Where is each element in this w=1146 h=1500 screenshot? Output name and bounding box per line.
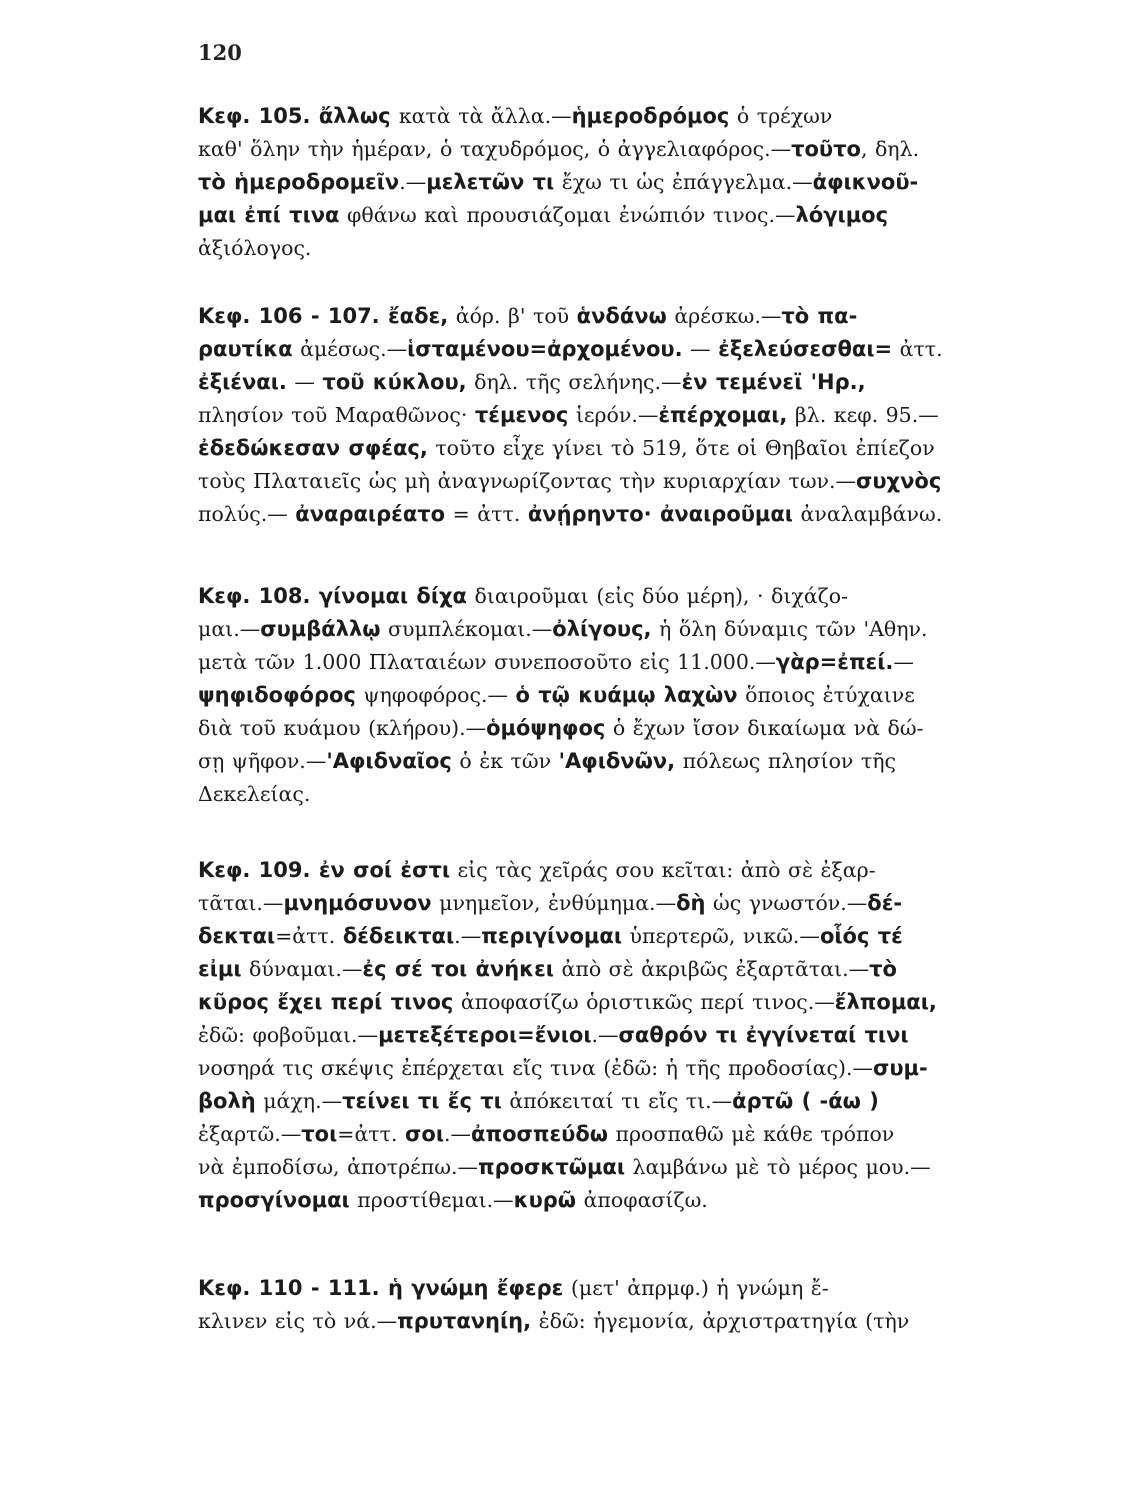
text-line <box>198 498 1036 531</box>
page-number: 120 <box>198 40 242 65</box>
lemma-term: ἐν σοί ἐστι <box>318 858 451 882</box>
gloss-text: εἰς τὰς χεῖράς σου κεῖται: ἀπὸ σὲ ἐξαρ- <box>450 858 876 882</box>
text-line <box>198 679 1036 712</box>
lemma-term: μαι ἐπί τινα <box>198 203 340 227</box>
gloss-text: δηλ. τῆς σελήνης.— <box>466 370 682 394</box>
lemma-term: μελετῶν τι <box>426 170 555 194</box>
gloss-text: ἀόρ. β' τοῦ <box>448 304 577 328</box>
gloss-text: ὑπερτερῶ, νικῶ.— <box>622 924 820 948</box>
text-line <box>198 1019 1036 1052</box>
text-line <box>198 100 1036 133</box>
lemma-term: προσγίνομαι <box>198 1188 350 1212</box>
lemma-term: τοῦ κύκλου, <box>322 370 467 394</box>
lemma-term: δέδεικται <box>342 924 455 948</box>
lemma-term: δὴ <box>676 891 706 915</box>
gloss-text: ὁ τρέχων <box>729 104 833 128</box>
text-line <box>198 1151 1036 1184</box>
lemma-term: 'Αφιδνῶν, <box>558 749 676 773</box>
text-line <box>198 854 1036 887</box>
lemma-term: Κεφ. 106 - 107. <box>198 304 388 328</box>
text-line <box>198 1184 1036 1217</box>
gloss-text: ἡ ὅλη δύναμις τῶν 'Αθην. <box>651 617 928 641</box>
text-line <box>198 300 1036 333</box>
lemma-term: ἄλλως <box>318 104 399 128</box>
gloss-text: (μετ' ἀπρμφ.) ἡ γνώμη ἔ- <box>563 1276 829 1300</box>
gloss-text: ἀμέσως.— <box>292 337 408 361</box>
gloss-text: ἀξιόλογος. <box>198 236 312 260</box>
gloss-text: συμπλέκομαι.— <box>380 617 553 641</box>
chapter-106-107-notes <box>198 300 1036 531</box>
gloss-text: .— <box>591 1023 619 1047</box>
gloss-text: ὡς γνωστόν.— <box>705 891 868 915</box>
text-line <box>198 953 1036 986</box>
text-line <box>198 399 1036 432</box>
gloss-text: ψηφοφόρος.— <box>355 683 516 707</box>
gloss-text: μάχη.— <box>255 1089 343 1113</box>
gloss-text: κατὰ τὰ ἄλλα.— <box>398 104 572 128</box>
lemma-term: ἔαδε, <box>387 304 449 328</box>
text-line <box>198 166 1036 199</box>
lemma-term: 'Αφιδναῖος <box>326 749 452 773</box>
gloss-text: ἐδῶ: φοβοῦμαι.— <box>198 1023 379 1047</box>
text-line <box>198 920 1036 953</box>
lemma-term: κῦρος ἔχει περί τινος <box>198 990 454 1014</box>
text-line <box>198 712 1036 745</box>
lemma-term: σοι <box>405 1122 444 1146</box>
text-line <box>198 986 1036 1019</box>
lemma-term: εἰμι <box>198 957 242 981</box>
lemma-term: ἀνῄρηντο· ἀναιροῦμαι <box>527 502 793 526</box>
lemma-term: σαθρόν τι ἐγγίνεταί τινι <box>618 1023 909 1047</box>
gloss-text: δύναμαι.— <box>241 957 363 981</box>
lemma-term: ὁ τῷ κυάμῳ λαχὼν <box>515 683 738 707</box>
gloss-text: — <box>286 370 323 394</box>
chapter-105-notes <box>198 100 1036 265</box>
text-line <box>198 1272 1036 1305</box>
text-line <box>198 133 1036 166</box>
text-line <box>198 333 1036 366</box>
lemma-term: τέμενος <box>474 403 569 427</box>
text-line <box>198 199 1036 232</box>
lemma-term: λόγιμος <box>795 203 889 227</box>
lemma-term: ὁμόψηφος <box>486 716 606 740</box>
lemma-term: γίνομαι δίχα <box>318 584 467 608</box>
lemma-term: βολὴ <box>198 1089 256 1113</box>
lemma-term: περιγίνομαι <box>481 924 622 948</box>
lemma-term: δέ- <box>867 891 903 915</box>
lemma-term: ραυτίκα <box>198 337 293 361</box>
text-line <box>198 1085 1036 1118</box>
gloss-text: κλινεν εἰς τὸ νά.— <box>198 1309 398 1333</box>
lemma-term: ἐξελεύσεσθαι= <box>718 337 893 361</box>
lemma-term: ἀναραιρέατο <box>295 502 446 526</box>
lemma-term: τοι <box>301 1122 338 1146</box>
gloss-text: =ἀττ. <box>337 1122 406 1146</box>
gloss-text: ἐξαρτῶ.— <box>198 1122 302 1146</box>
gloss-text: πόλεως πλησίον τῆς <box>675 749 897 773</box>
lemma-term: ἐξιέναι. <box>198 370 287 394</box>
lemma-term: Κεφ. 108. <box>198 584 319 608</box>
gloss-text: ἀναλαμβάνω. <box>793 502 943 526</box>
gloss-text: τοὺς Πλαταιεῖς ὡς μὴ ἀναγνωρίζοντας τὴν κυριαρχίαν των.— <box>198 469 857 493</box>
lemma-term: ἁνδάνω <box>576 304 667 328</box>
gloss-text: προστίθεμαι.— <box>349 1188 514 1212</box>
lemma-term: ἔλπομαι, <box>834 990 937 1014</box>
lemma-term: τοῦτο <box>791 137 861 161</box>
gloss-text: =ἀττ. <box>275 924 343 948</box>
gloss-text: ὅποιος ἐτύχαινε <box>737 683 915 707</box>
lemma-term: ἐς σέ τοι ἀνήκει <box>362 957 554 981</box>
gloss-text: — <box>682 337 719 361</box>
lemma-term: δεκται <box>198 924 276 948</box>
chapter-108-notes <box>198 580 1036 811</box>
lemma-term: τείνει τι ἔς τι <box>342 1089 502 1113</box>
gloss-text: ἀττ. <box>892 337 943 361</box>
gloss-text: .— <box>444 1122 472 1146</box>
lemma-term: μνημόσυνον <box>283 891 432 915</box>
text-line <box>198 432 1036 465</box>
lemma-term: συμ- <box>873 1056 928 1080</box>
lemma-term: οἷός τέ <box>819 924 903 948</box>
chapter-110-111-notes <box>198 1272 1036 1338</box>
gloss-text: ὁ ἔχων ἴσον δικαίωμα νὰ δώ- <box>605 716 924 740</box>
gloss-text: , δηλ. <box>860 137 920 161</box>
gloss-text: μνημεῖον, ἐνθύμημα.— <box>431 891 677 915</box>
lemma-term: ἀφικνοῦ- <box>812 170 919 194</box>
lemma-term: συχνὸς <box>856 469 942 493</box>
gloss-text: μαι.— <box>198 617 261 641</box>
gloss-text: βλ. κεφ. 95.— <box>787 403 939 427</box>
lemma-term: μετεξέτεροι=ἔνιοι <box>378 1023 592 1047</box>
gloss-text: τᾶται.— <box>198 891 284 915</box>
text-line <box>198 1305 1036 1338</box>
lemma-term: ὀλίγους, <box>552 617 652 641</box>
gloss-text: — <box>893 650 914 674</box>
lemma-term: ἱσταμένου=ἀρχομένου. <box>407 337 683 361</box>
gloss-text: ἀρέσκω.— <box>666 304 782 328</box>
gloss-text: προσπαθῶ μὲ κάθε τρόπον <box>608 1122 895 1146</box>
lemma-term: προσκτῶμαι <box>477 1155 626 1179</box>
gloss-text: νὰ ἐμποδίσω, ἀποτρέπω.— <box>198 1155 478 1179</box>
gloss-text: πλησίον τοῦ Μαραθῶνος· <box>198 403 475 427</box>
gloss-text: νοσηρά τις σκέψις ἐπέρχεται εἴς τινα (ἐδῶ: ἡ τῆς προδοσίας).— <box>198 1056 874 1080</box>
text-line <box>198 613 1036 646</box>
gloss-text: ἐδῶ: ἡγεμονία, ἀρχιστρατηγία (τὴν <box>531 1309 910 1333</box>
lemma-term: πρυτανηίη, <box>397 1309 532 1333</box>
gloss-text: ὁ ἐκ τῶν <box>451 749 559 773</box>
gloss-text: ἀπόκειταί τι εἴς τι.— <box>501 1089 733 1113</box>
lemma-term: τὸ πα- <box>781 304 858 328</box>
lemma-term: τὸ ἡμεροδρομεῖν <box>198 170 400 194</box>
gloss-text: ἀποφασίζω ὁριστικῶς περί τινος.— <box>453 990 835 1014</box>
gloss-text: διαιροῦμαι (εἰς δύο μέρη), · διχάζο- <box>467 584 849 608</box>
gloss-text: .— <box>399 170 427 194</box>
gloss-text: Δεκελείας. <box>198 782 311 806</box>
lemma-term: γὰρ=ἐπεί. <box>775 650 894 674</box>
lemma-term: ἐν τεμένεϊ 'Ηρ., <box>681 370 866 394</box>
gloss-text: ἱερόν.— <box>568 403 659 427</box>
lemma-term: ἡμεροδρόμος <box>571 104 730 128</box>
gloss-text: σῃ ψῆφον.— <box>198 749 327 773</box>
lemma-term: ψηφιδοφόρος <box>198 683 356 707</box>
gloss-text: .— <box>454 924 482 948</box>
text-line <box>198 465 1036 498</box>
lemma-term: ἀρτῶ ( -άω ) <box>732 1089 879 1113</box>
lemma-term: Κεφ. 109. <box>198 858 319 882</box>
text-line <box>198 580 1036 613</box>
lemma-term: κυρῶ <box>513 1188 577 1212</box>
chapter-109-notes <box>198 854 1036 1217</box>
lemma-term: Κεφ. 110 - 111. <box>198 1276 388 1300</box>
gloss-text: = ἀττ. <box>445 502 528 526</box>
text-line <box>198 778 1036 811</box>
lemma-term: συμβάλλῳ <box>260 617 381 641</box>
lemma-term: τὸ <box>869 957 897 981</box>
text-line <box>198 1118 1036 1151</box>
gloss-text: πολύς.— <box>198 502 296 526</box>
gloss-text: τοῦτο εἶχε γίνει τὸ 519, ὅτε οἱ Θηβαῖοι ἐπίεζον <box>427 436 935 460</box>
gloss-text: καθ' ὅλην τὴν ἡμέραν, ὁ ταχυδρόμος, ὁ ἀγγελιαφόρος.— <box>198 137 792 161</box>
lemma-term: ἐδεδώκεσαν σφέας, <box>198 436 428 460</box>
lemma-term: ἡ γνώμη ἔφερε <box>387 1276 564 1300</box>
text-line <box>198 887 1036 920</box>
text-line <box>198 232 1036 265</box>
text-line <box>198 366 1036 399</box>
text-line <box>198 646 1036 679</box>
lemma-term: ἐπέρχομαι, <box>658 403 788 427</box>
gloss-text: ἔχω τι ὡς ἐπάγγελμα.— <box>554 170 813 194</box>
gloss-text: ἀπὸ σὲ ἀκριβῶς ἐξαρτᾶται.— <box>553 957 870 981</box>
gloss-text: λαμβάνω μὲ τὸ μέρος μου.— <box>625 1155 931 1179</box>
gloss-text: ἀποφασίζω. <box>576 1188 708 1212</box>
gloss-text: διὰ τοῦ κυάμου (κλήρου).— <box>198 716 487 740</box>
text-line <box>198 1052 1036 1085</box>
gloss-text: μετὰ τῶν 1.000 Πλαταιέων συνεποσοῦτο εἰς 11.000.— <box>198 650 776 674</box>
lemma-term: Κεφ. 105. <box>198 104 319 128</box>
text-line <box>198 745 1036 778</box>
lemma-term: ἀποσπεύδω <box>471 1122 609 1146</box>
gloss-text: φθάνω καὶ προυσιάζομαι ἐνώπιόν τινος.— <box>339 203 796 227</box>
